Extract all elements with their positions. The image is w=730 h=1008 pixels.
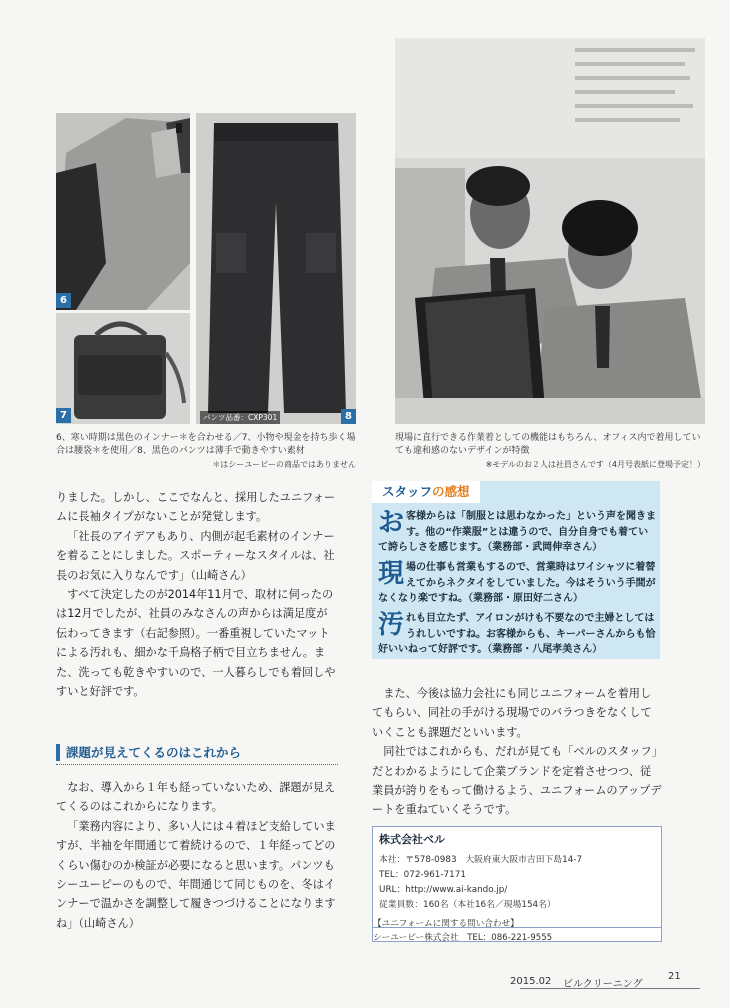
- pants-product-label: パンツ品番：CXP301: [200, 411, 280, 424]
- left-photo-caption: [56, 432, 356, 471]
- body-paragraph: りました。しかし、ここでなんと、採用したユニフォームに長袖タイプがないことが発覚します。: [56, 491, 336, 524]
- staff-impressions-box: [372, 481, 660, 659]
- company-address: 本社：〒578-0983 大阪府東大阪市吉田下島14-7: [379, 855, 583, 865]
- heading-bar: [56, 744, 60, 761]
- footer-issue: 2015.02: [510, 976, 552, 987]
- staff-comment-initial: お: [378, 508, 405, 538]
- right-caption-text: 現場に直行できる作業着としての機能はもちろん、オフィス内で着用していても違和感のないデザインが特徴: [395, 433, 701, 456]
- left-caption-note: ＊はシーユーピーの商品ではありません: [212, 460, 356, 469]
- staff-box-title: [372, 481, 481, 503]
- staff-comment-2: [378, 560, 656, 607]
- left-column-upper: [56, 488, 338, 701]
- body-paragraph: 「業務内容により、多い人には４着ほど支給していますが、半袖を年間通じて着続けるので、１年経ってどのくらい傷むのか検証が必要になると思います。パンツもシーユーピーのもので、年間通じて同じものを、冬はインナーで温かさを調整して履きつづけることになりますね」（山崎さん）: [56, 819, 336, 930]
- staff-comment-text: れも目立たず、アイロンがけも不要なので主婦としてはうれしいですね。お客様からも、キーパーさんからも恰好いいねって好評です。（業務部・八尾孝美さん）: [378, 613, 656, 655]
- staff-comment-initial: 現: [378, 559, 405, 589]
- section-heading-text: 課題が見えてくるのはこれから: [66, 745, 242, 760]
- photo-number-6: 6: [56, 293, 71, 308]
- footer-magazine-name: ビルクリーニング: [563, 979, 643, 990]
- right-caption-note: ※モデルのお２人は社員さんです（4月号表紙に登場予定！）: [485, 460, 705, 469]
- body-paragraph: 同社ではこれからも、だれが見ても「ベルのスタッフ」だとわかるようにして企業ブランドを定着させつつ、従業員が誇りをもって働けるよう、ユニフォームのアップデートを重ねていくそうです。: [372, 745, 662, 817]
- staff-title-main: スタッフ: [382, 484, 433, 499]
- shirt-photo: [56, 113, 190, 310]
- staff-comment-text: 場の仕事も営業もするので、営業時はワイシャツに着替えてからネクタイをしていました。今はそういう手間がなくなり楽ですね。（業務部・原田好二さん）: [378, 562, 656, 604]
- staff-comment-3: [378, 611, 656, 658]
- company-name: 株式会社ベル: [379, 833, 445, 846]
- section-heading: [56, 742, 338, 765]
- company-employees: 従業員数：160名（本社16名／現場154名）: [379, 900, 556, 910]
- body-paragraph: 「社長のアイデアもあり、内側が起毛素材のインナーを着ることにしました。スポーティーなスタイルは、社長のお気に入りなんです」（山崎さん）: [56, 529, 335, 582]
- left-column-lower: [56, 778, 338, 933]
- inquiry-label: 【ユニフォームに関する問い合わせ】: [373, 919, 519, 929]
- staff-title-accent: の感想: [432, 484, 470, 499]
- staff-photo: [395, 38, 705, 424]
- staff-comment-initial: 汚: [378, 610, 405, 640]
- body-paragraph: すべて決定したのが2014年11月で、取材に伺ったのは12月でしたが、社員のみなさんの声からは満足度が伝わってきます（右記参照）。一番重視していたマットによる汚れも、細かな千鳥格子柄で目立ちません。また、洗っても乾きやすいので、一人暮らしでも着回しやすいと好評です。: [56, 588, 336, 699]
- left-caption-text: 6、寒い時期は黒色のインナー＊を合わせる／7、小物や現金を持ち歩く場合は腰袋＊を使用／8、黒色のパンツは薄手で動きやすい素材: [56, 433, 356, 456]
- right-column-text: [372, 684, 662, 820]
- photo-number-8: 8: [341, 409, 356, 424]
- company-tel: TEL：072-961-7171: [379, 870, 466, 880]
- body-paragraph: また、今後は協力会社にも同じユニフォームを着用してもらい、同社の手がける現場でのバラつきをなくしていくことも課題だといいます。: [372, 687, 652, 739]
- company-url[interactable]: URL：http://www.ai-kando.jp/: [379, 885, 508, 895]
- staff-comment-1: [378, 509, 656, 556]
- pants-photo: [196, 113, 356, 424]
- body-paragraph: なお、導入から１年も経っていないため、課題が見えてくるのはこれからになります。: [56, 781, 336, 814]
- bag-photo: [56, 313, 190, 424]
- page-number: 21: [668, 971, 681, 982]
- photo-number-7: 7: [56, 408, 71, 423]
- inquiry-contact: シーユーピー株式会社 TEL：086-221-9555: [373, 933, 553, 943]
- staff-comment-text: 客様からは「制服とは思わなかった」という声を聞きます。他の“作業服”とは違うので、自分自身でも着ていて誇らしさを感じます。（業務部・武岡伸幸さん）: [378, 511, 657, 553]
- right-photo-caption: [395, 432, 705, 471]
